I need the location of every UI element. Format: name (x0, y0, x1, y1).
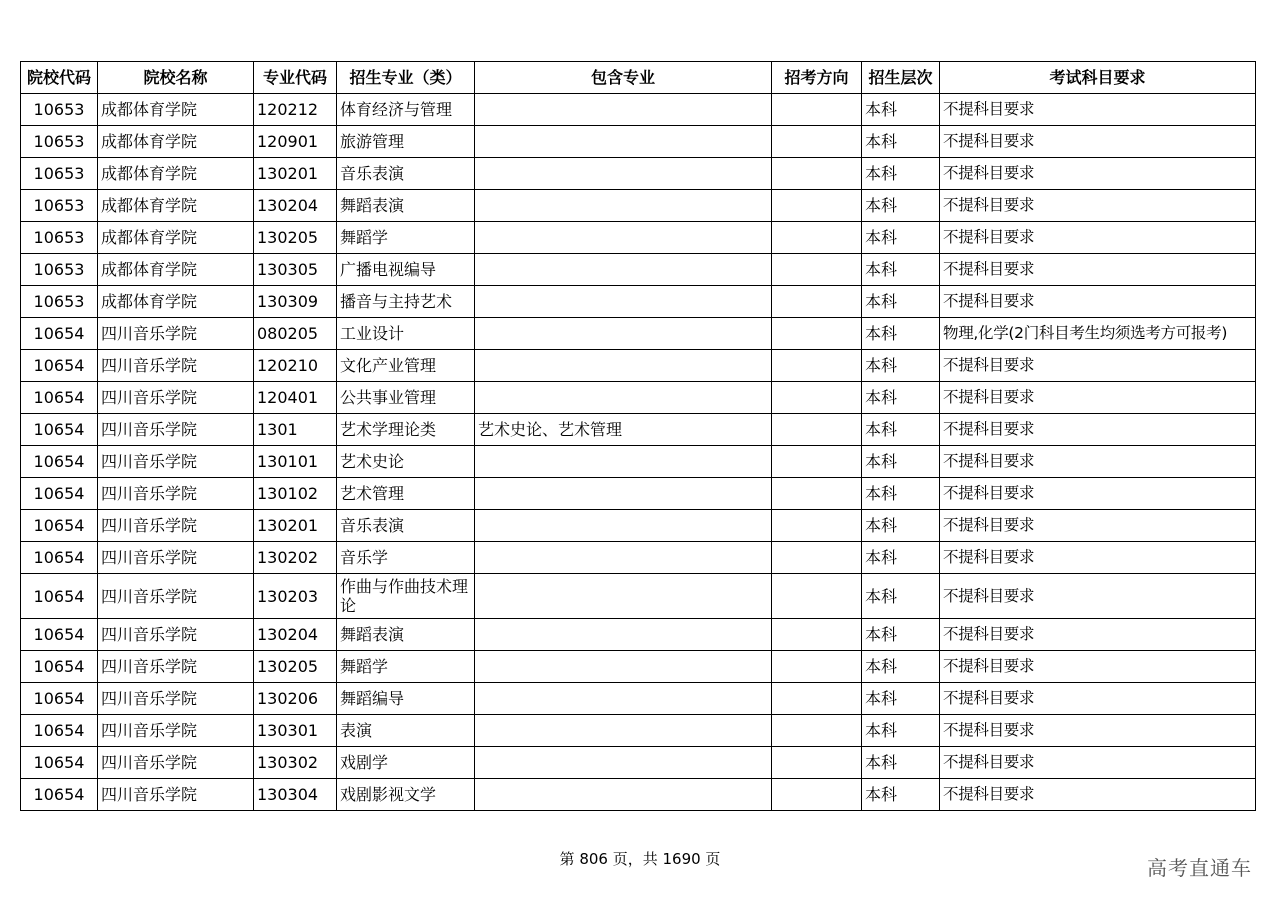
major-cell: 公共事业管理 (337, 382, 475, 414)
level-cell: 本科 (862, 683, 940, 715)
direction-cell (772, 619, 862, 651)
level-cell: 本科 (862, 779, 940, 811)
level-cell: 本科 (862, 286, 940, 318)
table-row (21, 414, 1256, 446)
header-major: 招生专业（类） (337, 62, 475, 94)
school-name-cell: 成都体育学院 (98, 126, 254, 158)
table-row (21, 222, 1256, 254)
school-code-cell: 10654 (21, 715, 98, 747)
major-cell: 文化产业管理 (337, 350, 475, 382)
header-school-code: 院校代码 (21, 62, 98, 94)
school-code-cell: 10654 (21, 350, 98, 382)
level-cell: 本科 (862, 318, 940, 350)
school-name-cell: 成都体育学院 (98, 158, 254, 190)
major-code-cell: 120212 (254, 94, 337, 126)
school-code-cell: 10654 (21, 779, 98, 811)
level-cell: 本科 (862, 619, 940, 651)
header-included-majors: 包含专业 (475, 62, 772, 94)
major-code-cell: 1301 (254, 414, 337, 446)
subject-requirement-cell: 不提科目要求 (940, 350, 1256, 382)
subject-requirement-cell: 不提科目要求 (940, 222, 1256, 254)
direction-cell (772, 446, 862, 478)
school-name-cell: 四川音乐学院 (98, 574, 254, 619)
included-majors-cell (475, 747, 772, 779)
school-code-cell: 10654 (21, 747, 98, 779)
direction-cell (772, 286, 862, 318)
level-cell: 本科 (862, 542, 940, 574)
table-row (21, 446, 1256, 478)
direction-cell (772, 478, 862, 510)
included-majors-cell (475, 286, 772, 318)
direction-cell (772, 318, 862, 350)
direction-cell (772, 683, 862, 715)
level-cell: 本科 (862, 510, 940, 542)
page-number: 第 806 页，共 1690 页 (559, 850, 721, 868)
school-code-cell: 10653 (21, 94, 98, 126)
subject-requirement-cell: 不提科目要求 (940, 619, 1256, 651)
included-majors-cell (475, 683, 772, 715)
table-row (21, 254, 1256, 286)
school-code-cell: 10654 (21, 382, 98, 414)
major-code-cell: 120901 (254, 126, 337, 158)
level-cell: 本科 (862, 94, 940, 126)
subject-requirement-cell: 不提科目要求 (940, 478, 1256, 510)
table-row (21, 286, 1256, 318)
subject-requirement-cell: 不提科目要求 (940, 542, 1256, 574)
direction-cell (772, 94, 862, 126)
table-row (21, 715, 1256, 747)
major-code-cell: 130201 (254, 158, 337, 190)
school-code-cell: 10654 (21, 574, 98, 619)
school-name-cell: 成都体育学院 (98, 254, 254, 286)
school-name-cell: 四川音乐学院 (98, 446, 254, 478)
included-majors-cell (475, 190, 772, 222)
header-row (21, 62, 1256, 94)
included-majors-cell (475, 715, 772, 747)
level-cell: 本科 (862, 414, 940, 446)
included-majors-cell (475, 318, 772, 350)
school-name-cell: 四川音乐学院 (98, 318, 254, 350)
school-code-cell: 10653 (21, 158, 98, 190)
table-row (21, 542, 1256, 574)
subject-requirement-cell: 不提科目要求 (940, 414, 1256, 446)
school-name-cell: 四川音乐学院 (98, 542, 254, 574)
major-cell: 广播电视编导 (337, 254, 475, 286)
major-code-cell: 120401 (254, 382, 337, 414)
major-code-cell: 130304 (254, 779, 337, 811)
subject-requirement-cell: 不提科目要求 (940, 779, 1256, 811)
table-row (21, 747, 1256, 779)
major-code-cell: 130302 (254, 747, 337, 779)
school-name-cell: 四川音乐学院 (98, 683, 254, 715)
major-code-cell: 120210 (254, 350, 337, 382)
major-code-cell: 130309 (254, 286, 337, 318)
included-majors-cell (475, 126, 772, 158)
school-name-cell: 四川音乐学院 (98, 510, 254, 542)
table-row (21, 318, 1256, 350)
school-code-cell: 10654 (21, 318, 98, 350)
subject-requirement-cell: 物理,化学(2门科目考生均须选考方可报考) (940, 318, 1256, 350)
subject-requirement-cell: 不提科目要求 (940, 126, 1256, 158)
school-code-cell: 10654 (21, 478, 98, 510)
included-majors-cell (475, 574, 772, 619)
direction-cell (772, 382, 862, 414)
level-cell: 本科 (862, 190, 940, 222)
direction-cell (772, 510, 862, 542)
table-row (21, 510, 1256, 542)
included-majors-cell (475, 222, 772, 254)
major-cell: 戏剧影视文学 (337, 779, 475, 811)
table-row (21, 190, 1256, 222)
major-cell: 戏剧学 (337, 747, 475, 779)
major-code-cell: 130205 (254, 222, 337, 254)
subject-requirement-cell: 不提科目要求 (940, 747, 1256, 779)
header-major-code: 专业代码 (254, 62, 337, 94)
school-name-cell: 四川音乐学院 (98, 779, 254, 811)
major-cell: 舞蹈编导 (337, 683, 475, 715)
subject-requirement-cell: 不提科目要求 (940, 158, 1256, 190)
school-name-cell: 四川音乐学院 (98, 478, 254, 510)
included-majors-cell (475, 350, 772, 382)
level-cell: 本科 (862, 574, 940, 619)
table-row (21, 779, 1256, 811)
subject-requirement-cell: 不提科目要求 (940, 574, 1256, 619)
table-row (21, 94, 1256, 126)
table-row (21, 651, 1256, 683)
included-majors-cell (475, 382, 772, 414)
included-majors-cell (475, 94, 772, 126)
school-code-cell: 10654 (21, 510, 98, 542)
direction-cell (772, 715, 862, 747)
school-name-cell: 四川音乐学院 (98, 350, 254, 382)
direction-cell (772, 414, 862, 446)
school-code-cell: 10653 (21, 222, 98, 254)
major-cell: 作曲与作曲技术理论 (337, 574, 475, 619)
table-row (21, 683, 1256, 715)
level-cell: 本科 (862, 382, 940, 414)
major-code-cell: 130201 (254, 510, 337, 542)
direction-cell (772, 158, 862, 190)
included-majors-cell (475, 779, 772, 811)
level-cell: 本科 (862, 126, 940, 158)
school-name-cell: 四川音乐学院 (98, 619, 254, 651)
major-cell: 音乐学 (337, 542, 475, 574)
major-code-cell: 130102 (254, 478, 337, 510)
table-row (21, 478, 1256, 510)
level-cell: 本科 (862, 715, 940, 747)
major-cell: 艺术学理论类 (337, 414, 475, 446)
major-cell: 表演 (337, 715, 475, 747)
table-row (21, 382, 1256, 414)
major-cell: 音乐表演 (337, 510, 475, 542)
major-code-cell: 130301 (254, 715, 337, 747)
school-name-cell: 四川音乐学院 (98, 382, 254, 414)
major-code-cell: 130305 (254, 254, 337, 286)
table-row (21, 350, 1256, 382)
level-cell: 本科 (862, 446, 940, 478)
level-cell: 本科 (862, 350, 940, 382)
table-row (21, 158, 1256, 190)
school-name-cell: 成都体育学院 (98, 286, 254, 318)
watermark: 高考直通车 (1147, 856, 1252, 880)
major-cell: 音乐表演 (337, 158, 475, 190)
direction-cell (772, 574, 862, 619)
table-row (21, 574, 1256, 619)
school-name-cell: 成都体育学院 (98, 94, 254, 126)
included-majors-cell (475, 619, 772, 651)
included-majors-cell (475, 158, 772, 190)
admission-table (20, 61, 1256, 811)
level-cell: 本科 (862, 478, 940, 510)
included-majors-cell: 艺术史论、艺术管理 (475, 414, 772, 446)
direction-cell (772, 350, 862, 382)
school-code-cell: 10653 (21, 254, 98, 286)
level-cell: 本科 (862, 651, 940, 683)
school-code-cell: 10654 (21, 619, 98, 651)
table-body (21, 94, 1256, 811)
school-code-cell: 10654 (21, 683, 98, 715)
subject-requirement-cell: 不提科目要求 (940, 446, 1256, 478)
direction-cell (772, 254, 862, 286)
school-code-cell: 10653 (21, 190, 98, 222)
school-code-cell: 10654 (21, 542, 98, 574)
school-name-cell: 成都体育学院 (98, 222, 254, 254)
major-cell: 体育经济与管理 (337, 94, 475, 126)
major-cell: 舞蹈表演 (337, 619, 475, 651)
included-majors-cell (475, 478, 772, 510)
header-school-name: 院校名称 (98, 62, 254, 94)
direction-cell (772, 747, 862, 779)
table-row (21, 126, 1256, 158)
major-code-cell: 080205 (254, 318, 337, 350)
school-name-cell: 成都体育学院 (98, 190, 254, 222)
major-code-cell: 130101 (254, 446, 337, 478)
direction-cell (772, 779, 862, 811)
school-name-cell: 四川音乐学院 (98, 747, 254, 779)
school-code-cell: 10654 (21, 414, 98, 446)
major-code-cell: 130203 (254, 574, 337, 619)
school-code-cell: 10653 (21, 286, 98, 318)
subject-requirement-cell: 不提科目要求 (940, 683, 1256, 715)
direction-cell (772, 542, 862, 574)
major-cell: 艺术史论 (337, 446, 475, 478)
table-row (21, 619, 1256, 651)
header-direction: 招考方向 (772, 62, 862, 94)
major-cell: 舞蹈表演 (337, 190, 475, 222)
major-code-cell: 130205 (254, 651, 337, 683)
subject-requirement-cell: 不提科目要求 (940, 254, 1256, 286)
school-code-cell: 10653 (21, 126, 98, 158)
level-cell: 本科 (862, 158, 940, 190)
direction-cell (772, 222, 862, 254)
included-majors-cell (475, 446, 772, 478)
major-cell: 舞蹈学 (337, 222, 475, 254)
major-cell: 舞蹈学 (337, 651, 475, 683)
school-code-cell: 10654 (21, 651, 98, 683)
direction-cell (772, 651, 862, 683)
level-cell: 本科 (862, 222, 940, 254)
major-code-cell: 130202 (254, 542, 337, 574)
subject-requirement-cell: 不提科目要求 (940, 715, 1256, 747)
included-majors-cell (475, 254, 772, 286)
subject-requirement-cell: 不提科目要求 (940, 382, 1256, 414)
direction-cell (772, 190, 862, 222)
school-name-cell: 四川音乐学院 (98, 414, 254, 446)
school-name-cell: 四川音乐学院 (98, 651, 254, 683)
included-majors-cell (475, 510, 772, 542)
subject-requirement-cell: 不提科目要求 (940, 286, 1256, 318)
included-majors-cell (475, 542, 772, 574)
subject-requirement-cell: 不提科目要求 (940, 190, 1256, 222)
major-code-cell: 130204 (254, 619, 337, 651)
major-cell: 艺术管理 (337, 478, 475, 510)
level-cell: 本科 (862, 747, 940, 779)
level-cell: 本科 (862, 254, 940, 286)
major-cell: 播音与主持艺术 (337, 286, 475, 318)
major-code-cell: 130204 (254, 190, 337, 222)
major-cell: 工业设计 (337, 318, 475, 350)
direction-cell (772, 126, 862, 158)
school-code-cell: 10654 (21, 446, 98, 478)
major-code-cell: 130206 (254, 683, 337, 715)
header-subject-requirement: 考试科目要求 (940, 62, 1256, 94)
included-majors-cell (475, 651, 772, 683)
subject-requirement-cell: 不提科目要求 (940, 510, 1256, 542)
subject-requirement-cell: 不提科目要求 (940, 94, 1256, 126)
subject-requirement-cell: 不提科目要求 (940, 651, 1256, 683)
school-name-cell: 四川音乐学院 (98, 715, 254, 747)
major-cell: 旅游管理 (337, 126, 475, 158)
header-level: 招生层次 (862, 62, 940, 94)
